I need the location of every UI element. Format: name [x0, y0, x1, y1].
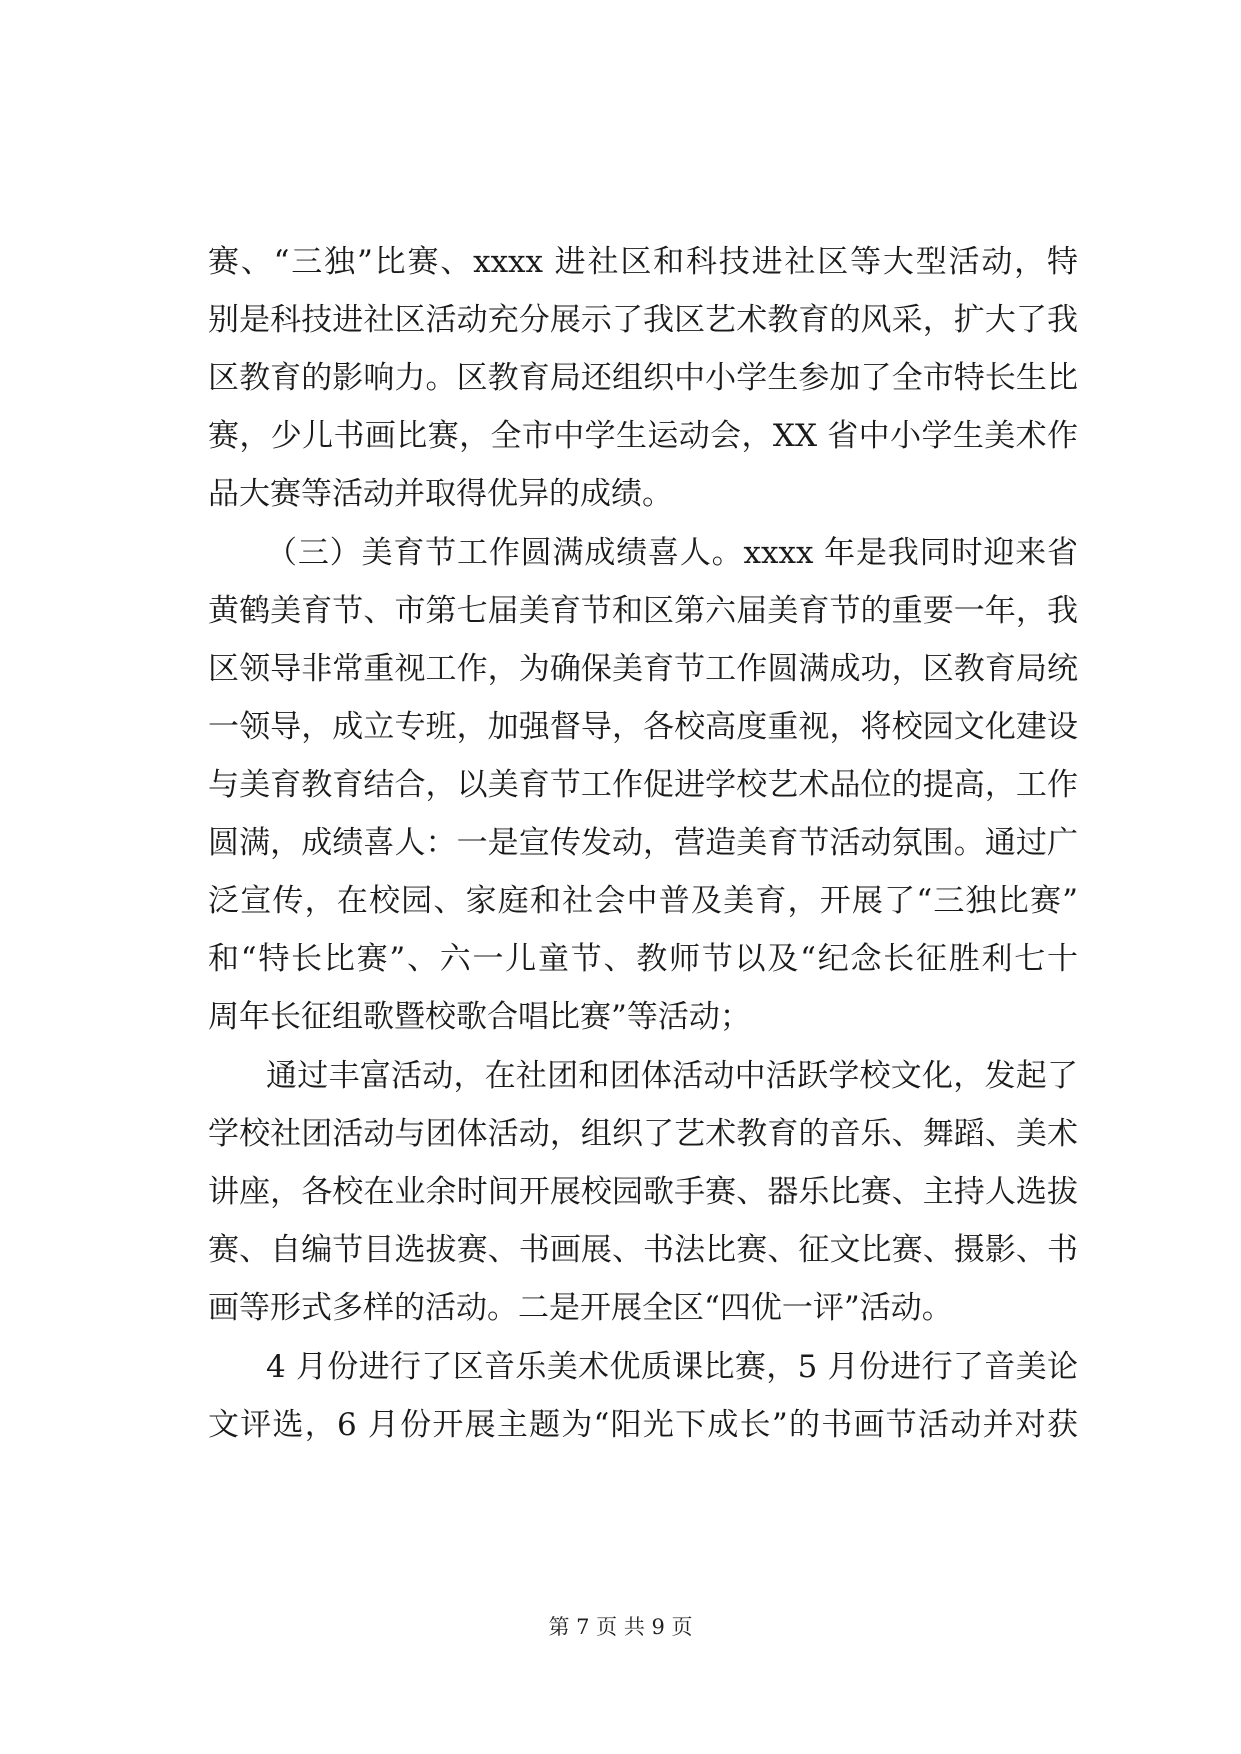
- text-line-6: （三）美育节工作圆满成绩喜人。xxxx 年是我同时迎来省: [266, 535, 1078, 571]
- text-line-5: 品大赛等活动并取得优异的成绩。: [208, 476, 673, 512]
- text-line-18: 赛、自编节目选拔赛、书画展、书法比赛、征文比赛、摄影、书: [208, 1232, 1078, 1268]
- text-line-13: 和“特长比赛”、六一儿童节、教师节以及“纪念长征胜利七十: [208, 941, 1078, 977]
- text-line-21: 文评选，6 月份开展主题为“阳光下成长”的书画节活动并对获: [208, 1407, 1078, 1443]
- text-line-10: 与美育教育结合，以美育节工作促进学校艺术品位的提高，工作: [208, 767, 1078, 803]
- text-line-4: 赛，少儿书画比赛，全市中学生运动会，XX 省中小学生美术作: [208, 418, 1078, 454]
- page-number-footer: 第 7 页 共 9 页: [548, 1615, 693, 1639]
- text-line-17: 讲座，各校在业余时间开展校园歌手赛、器乐比赛、主持人选拔: [208, 1174, 1078, 1210]
- text-line-11: 圆满，成绩喜人：一是宣传发动，营造美育节活动氛围。通过广: [208, 825, 1078, 861]
- text-line-16: 学校社团活动与团体活动，组织了艺术教育的音乐、舞蹈、美术: [208, 1116, 1078, 1152]
- text-line-20: 4 月份进行了区音乐美术优质课比赛，5 月份进行了音美论: [266, 1349, 1078, 1385]
- text-line-14: 周年长征组歌暨校歌合唱比赛”等活动；: [208, 999, 751, 1035]
- text-line-1: 赛、“三独”比赛、xxxx 进社区和科技进社区等大型活动，特: [208, 244, 1078, 280]
- text-line-15: 通过丰富活动，在社团和团体活动中活跃学校文化，发起了: [266, 1058, 1078, 1094]
- text-line-7: 黄鹤美育节、市第七届美育节和区第六届美育节的重要一年，我: [208, 593, 1078, 629]
- text-line-9: 一领导，成立专班，加强督导，各校高度重视，将校园文化建设: [208, 709, 1078, 745]
- text-line-8: 区领导非常重视工作，为确保美育节工作圆满成功，区教育局统: [208, 651, 1078, 687]
- text-line-3: 区教育的影响力。区教育局还组织中小学生参加了全市特长生比: [208, 360, 1078, 396]
- text-line-2: 别是科技进社区活动充分展示了我区艺术教育的风采，扩大了我: [208, 302, 1078, 338]
- text-line-12: 泛宣传，在校园、家庭和社会中普及美育，开展了“三独比赛”: [208, 883, 1078, 919]
- text-line-19: 画等形式多样的活动。二是开展全区“四优一评”活动。: [208, 1290, 953, 1326]
